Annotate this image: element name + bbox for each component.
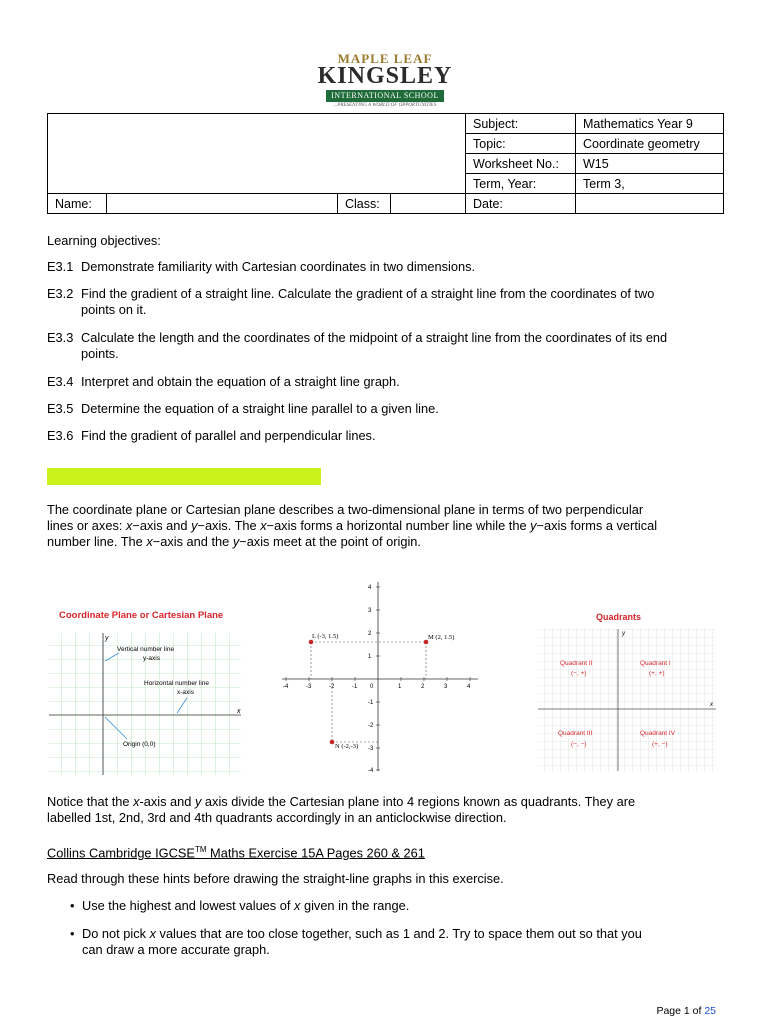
fig1-origin-label: Origin (0,0) [123,741,156,748]
name-field[interactable] [107,194,338,214]
class-field[interactable] [391,194,466,214]
fig3-x-label: x [710,702,713,708]
objective-item [47,374,723,390]
hint-part: values that are too close together, such as 1 and 2. Try to space them out so that you [155,926,642,941]
term-label: Term, Year: [466,174,576,194]
worksheet-value: W15 [576,154,724,174]
date-field[interactable] [576,194,724,214]
section-highlight-bar [47,468,321,485]
intro-var: y [232,534,240,549]
objective-text: Demonstrate familiarity with Cartesian coordinates in two dimensions. [81,259,476,274]
class-label: Class: [338,194,391,214]
figure-quadrants [536,605,721,773]
term-value: Term 3, [576,174,724,194]
fig1-title: Coordinate Plane or Cartesian Plane [59,610,224,621]
fig3-q2-signs: (−, +) [571,670,587,677]
school-logo [309,52,461,110]
fig2-y-tick-label: 3 [368,608,372,614]
figure-cartesian-plane [47,603,247,778]
fig2-point-N [330,740,335,745]
topic-label: Topic: [466,134,576,154]
fig2-label-N: N (-2,-3) [335,743,359,750]
hint-var: x [294,898,301,913]
notice-paragraph [47,794,723,826]
objective-item [47,401,723,417]
footer-text: Page 1 of [656,1005,705,1017]
objective-code: E3.1 [47,259,74,274]
intro-text: lines or axes: [47,518,126,533]
objective-item [47,286,723,318]
objective-text: Calculate the length and the coordinates of the midpoint of a straight line from the coordinates of its end [81,330,668,345]
intro-text: −axis forms a horizontal number line while the [266,518,531,533]
logo-line1: MAPLE LEAF [337,51,433,66]
notice-text: axis divide the Cartesian plane into 4 regions known as quadrants. They are [201,794,636,809]
worksheet-label: Worksheet No.: [466,154,576,174]
fig2-x-tick-label: -3 [306,684,312,690]
intro-text: number line. The [47,534,147,549]
date-label: Date: [466,194,576,214]
intro-paragraph [47,502,723,550]
fig3-q1-signs: (+, +) [649,670,665,677]
intro-var: x [125,518,133,533]
objective-code: E3.5 [47,401,74,416]
fig2-origin: 0 [370,684,374,690]
hint-part: can draw a more accurate graph. [82,942,270,957]
intro-line2 [47,518,723,534]
notice-var: y [194,794,202,809]
fig1-y-label: y [105,635,109,642]
fig3-grid [538,629,716,771]
fig2-y-tick-label: -3 [368,746,374,752]
fig2-y-tick-label: 2 [368,631,372,637]
fig2-x-tick-label: 3 [444,684,448,690]
hint-part: given in the range. [300,898,410,913]
fig2-point-L [309,640,314,645]
fig2-label-L: L (-3, 1.5) [312,633,339,640]
fig1-vertical-label: Vertical number line [117,646,175,653]
hint-text [70,898,720,914]
intro-text: −axis meet at the point of origin. [239,534,421,549]
fig3-q3: Quadrant III [558,730,593,737]
book-reference [47,842,723,861]
objective-item [47,330,723,362]
fig1-vertical-sub: y-axis [143,655,160,662]
objective-text: Find the gradient of parallel and perpendicular lines. [81,428,376,443]
hint-bullet [70,898,720,914]
hint-text [70,926,720,958]
fig2-y-tick-label: -2 [368,723,374,729]
page-footer [656,1005,716,1017]
fig3-q4-signs: (+, −) [652,741,668,748]
fig3-q2: Quadrant II [560,660,593,667]
intro-var: y [191,518,198,533]
name-label: Name: [48,194,107,214]
bullet-icon: • [70,926,75,941]
footer-total-link[interactable]: 25 [704,1005,716,1017]
intro-text: −axis. The [197,518,261,533]
reference-text: Maths Exercise 15A Pages 260 & 261 [206,845,425,861]
notice-line2: labelled 1st, 2nd, 3rd and 4th quadrants accordingly in an anticlockwise direction. [47,810,507,825]
fig2-y-tick-label: -1 [368,700,374,706]
objective-cont: points on it. [81,302,147,317]
reference-text: Collins Cambridge IGCSE [47,845,195,861]
intro-text: −axis forms a vertical [536,518,658,533]
notice-line1 [47,794,723,810]
header-blank-cell [48,114,466,194]
fig3-q4: Quadrant IV [640,730,676,737]
objective-item [47,259,723,275]
notice-var: x [133,794,140,809]
fig2-y-tick-label: 1 [368,654,372,660]
topic-value: Coordinate geometry [576,134,724,154]
fig3-y-label: y [622,631,625,637]
hint-part: Use the highest and lowest values of [82,898,294,913]
figure-plotted-points [274,578,484,773]
subject-value: Mathematics Year 9 [576,114,724,134]
objective-code: E3.6 [47,428,74,443]
intro-line1: The coordinate plane or Cartesian plane describes a two-dimensional plane in terms of two perpendicular [47,502,644,517]
reference-tm: TM [194,845,207,854]
header-table [47,113,724,214]
logo-line2: KINGSLEY [317,63,453,89]
fig2-y-tick-label: 4 [368,585,372,591]
objectives-heading: Learning objectives: [47,233,161,248]
subject-label: Subject: [466,114,576,134]
hint-var: x [149,926,156,941]
fig3-q3-signs: (−, −) [571,741,587,748]
intro-text: −axis and [132,518,192,533]
intro-var: x [146,534,153,549]
fig2-x-tick-label: 1 [398,684,402,690]
fig1-horizontal-label: Horizontal number line [144,680,210,687]
objective-code: E3.4 [47,374,74,389]
fig1-horizontal-sub: x-axis [177,689,194,696]
fig2-x-tick-label: -4 [283,684,289,690]
notice-text: Notice that the [47,794,134,809]
fig2-y-tick-label: -4 [368,768,374,773]
objective-text: Interpret and obtain the equation of a straight line graph. [81,374,400,389]
logo-tagline: ...PRESENTING A WORLD OF OPPORTUNITIES [333,103,437,108]
bullet-icon: • [70,898,75,913]
notice-text: -axis and [139,794,195,809]
objective-code: E3.3 [47,330,74,345]
hint-part: Do not pick [82,926,150,941]
fig2-x-tick-label: 4 [467,684,471,690]
hints-intro: Read through these hints before drawing the straight-line graphs in this exercise. [47,871,504,886]
objective-item [47,428,723,444]
fig2-label-M: M (2, 1.5) [428,634,455,641]
fig2-x-tick-label: -2 [329,684,335,690]
fig1-x-label: x [237,708,241,715]
fig3-q1: Quadrant I [640,660,671,667]
fig2-x-tick-label: 2 [421,684,425,690]
objective-text: Find the gradient of a straight line. Calculate the gradient of a straight line from the coordinates of two [81,286,655,301]
fig2-x-tick-label: -1 [352,684,358,690]
intro-var: x [260,518,267,533]
fig3-title: Quadrants [596,612,642,622]
objective-text: Determine the equation of a straight line parallel to a given line. [81,401,439,416]
intro-text: −axis and the [152,534,233,549]
hint-bullet [70,926,720,958]
intro-line3 [47,534,723,550]
objective-cont: points. [81,346,119,361]
intro-var: y [530,518,537,533]
objective-code: E3.2 [47,286,74,301]
logo-line3: INTERNATIONAL SCHOOL [326,90,444,102]
